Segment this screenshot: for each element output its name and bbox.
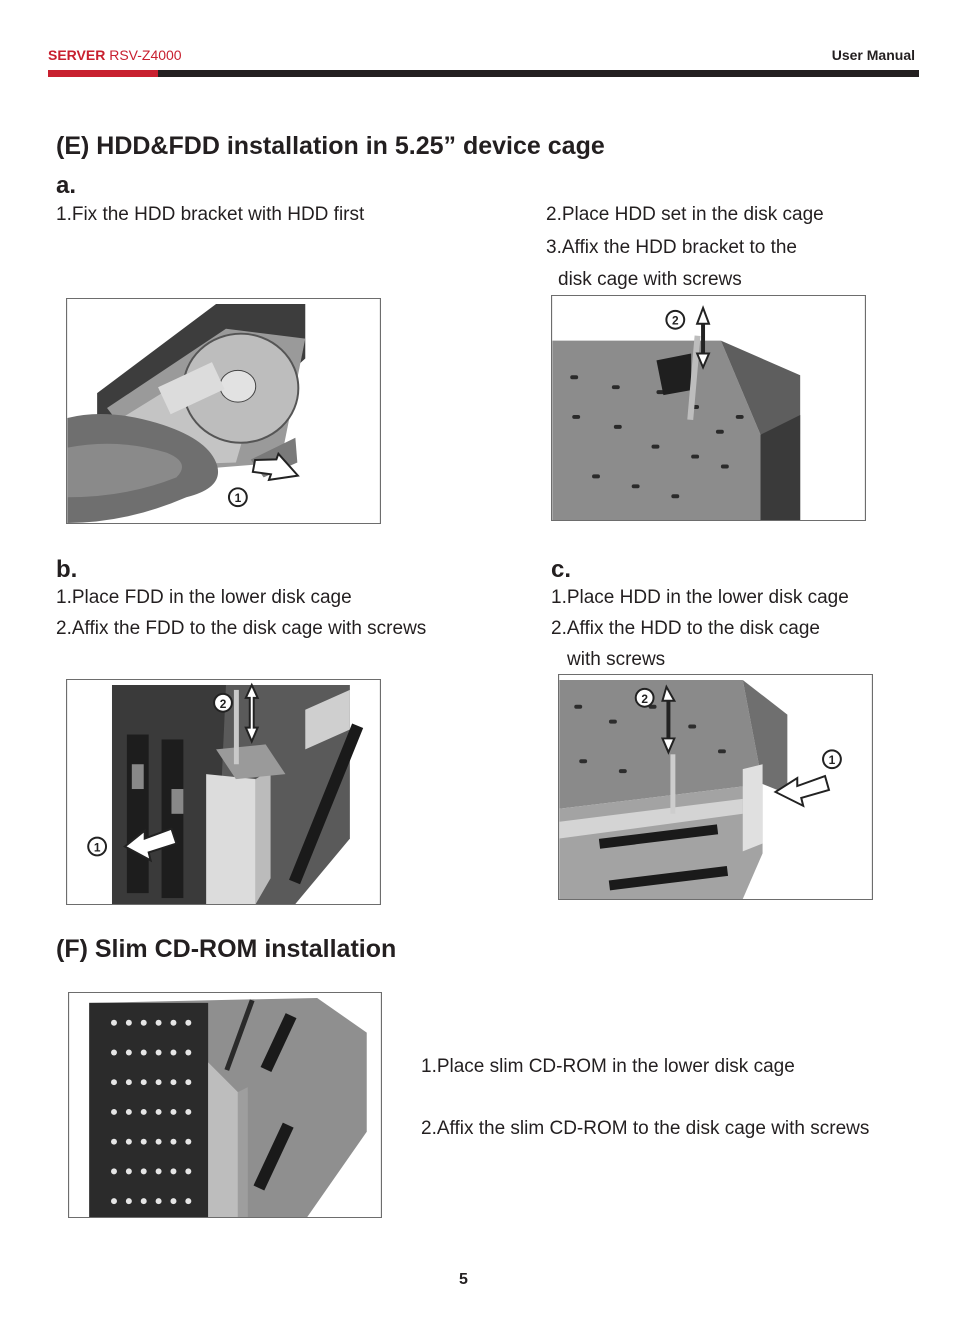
step-a-text-1: 1.Fix the HDD bracket with HDD first bbox=[56, 204, 365, 225]
header-brand bbox=[48, 47, 182, 63]
header-model: RSV-Z4000 bbox=[105, 47, 182, 63]
step-a-text-2: 2.Place HDD set in the disk cage bbox=[546, 204, 824, 225]
step-a-text-3b: disk cage with screws bbox=[558, 269, 742, 290]
section-f-text-2: 2.Affix the slim CD-ROM to the disk cage with screws bbox=[421, 1118, 870, 1139]
step-b-text-1: 1.Place FDD in the lower disk cage bbox=[56, 587, 352, 608]
photo-hdd-lower-cage-drawing bbox=[559, 675, 872, 899]
header-rule-accent bbox=[48, 70, 158, 77]
header-manual-title: User Manual bbox=[831, 47, 915, 63]
header-brand-name: SERVER bbox=[48, 47, 106, 63]
header-rule bbox=[48, 70, 919, 77]
step-a-text-3: 3.Affix the HDD bracket to the bbox=[546, 237, 797, 258]
step-c-text-1: 1.Place HDD in the lower disk cage bbox=[551, 587, 849, 608]
photo-fdd-cage-drawing bbox=[67, 680, 380, 904]
callout-a2: 2 bbox=[671, 313, 679, 328]
callout-b2: 2 bbox=[219, 696, 227, 711]
photo-fdd-cage bbox=[66, 679, 381, 905]
step-b-text-2: 2.Affix the FDD to the disk cage with screws bbox=[56, 618, 427, 639]
section-f-text-1: 1.Place slim CD-ROM in the lower disk cage bbox=[421, 1056, 795, 1077]
photo-hdd-bracket bbox=[66, 298, 381, 524]
callout-c1: 1 bbox=[828, 753, 836, 768]
step-c-text-2: 2.Affix the HDD to the disk cage bbox=[551, 618, 820, 639]
step-c-label: c. bbox=[551, 556, 572, 583]
step-a-label: a. bbox=[56, 172, 77, 199]
callout-c2: 2 bbox=[641, 691, 648, 706]
photo-hdd-bracket-drawing bbox=[67, 299, 380, 523]
photo-hdd-lower-cage bbox=[558, 674, 873, 900]
page-number: 5 bbox=[459, 1271, 468, 1288]
section-e-title: (E) HDD&FDD installation in 5.25” device cage bbox=[56, 132, 605, 160]
section-f-title: (F) Slim CD-ROM installation bbox=[56, 935, 397, 963]
photo-slim-cdrom-drawing bbox=[69, 993, 381, 1217]
step-b-label: b. bbox=[56, 556, 78, 583]
callout-a1: 1 bbox=[234, 491, 242, 506]
step-c-text-2b: with screws bbox=[567, 649, 666, 670]
photo-disk-cage-screw bbox=[551, 295, 866, 521]
photo-slim-cdrom bbox=[68, 992, 382, 1218]
callout-b1: 1 bbox=[93, 840, 101, 855]
photo-disk-cage-drawing bbox=[552, 296, 865, 520]
